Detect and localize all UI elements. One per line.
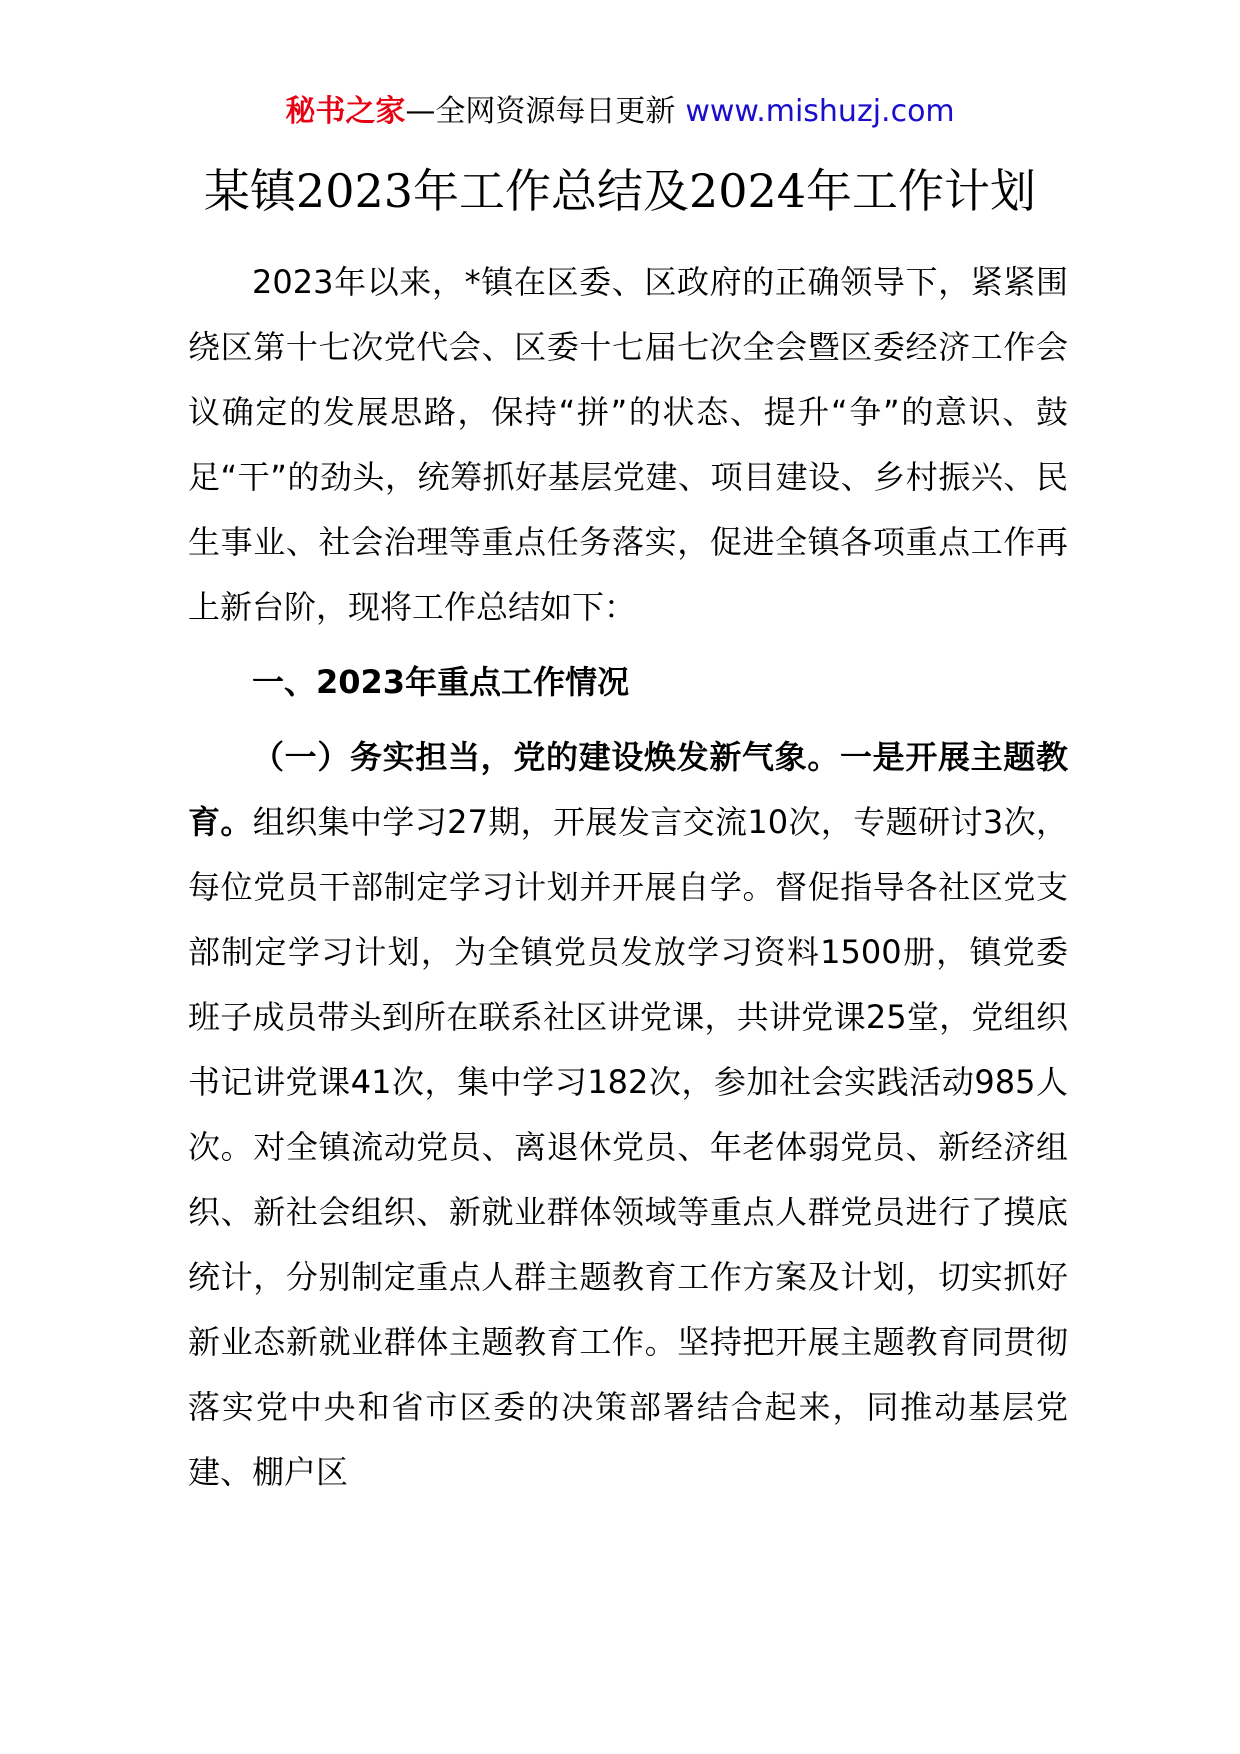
brand-name: 秘书之家 [285,94,406,129]
intro-paragraph: 2023年以来，*镇在区委、区政府的正确领导下，紧紧围绕区第十七次党代会、区委十七届七次全会暨区委经济工作会议确定的发展思路，保持“拼”的状态、提升“争”的意识、鼓足“干”的劲头，统筹抓好基层党建、项目建设、乡村振兴、民生事业、社会治理等重点任务落实，促进全镇各项重点工作再上新台阶，现将工作总结如下： [188,263,1068,626]
site-header [0,92,1240,132]
section-heading: 一、2023年重点工作情况 [252,663,630,701]
subsection-paragraph [188,725,1068,1505]
document-title: 某镇2023年工作总结及2024年工作计划 [203,164,1037,218]
subsection-body: 组织集中学习27期，开展发言交流10次，专题研讨3次，每位党员干部制定学习计划并开展自学。督促指导各社区党支部制定学习计划，为全镇党员发放学习资料1500册，镇党委班子成员带头到所在联系社区讲党课，共讲党课25堂，党组织书记讲党课41次，集中学习182次，参加社会实践活动985人次。对全镇流动党员、离退休党员、年老体弱党员、新经济组织、新社会组织、新就业群体领域等重点人群党员进行了摸底统计，分别制定重点人群主题教育工作方案及计划，切实抓好新业态新就业群体主题教育工作。坚持把开展主题教育同贯彻落实党中央和省市区委的决策部署结合起来，同推动基层党建、棚户区 [188,803,1068,1491]
header-tagline: —全网资源每日更新 [405,94,676,129]
subsection-lead: （一）务实担当，党的建设焕发新气象。一是开展主题教育。 [188,738,1068,841]
document-body [188,250,1068,1505]
site-url-link[interactable]: www.mishuzj.com [685,94,955,129]
